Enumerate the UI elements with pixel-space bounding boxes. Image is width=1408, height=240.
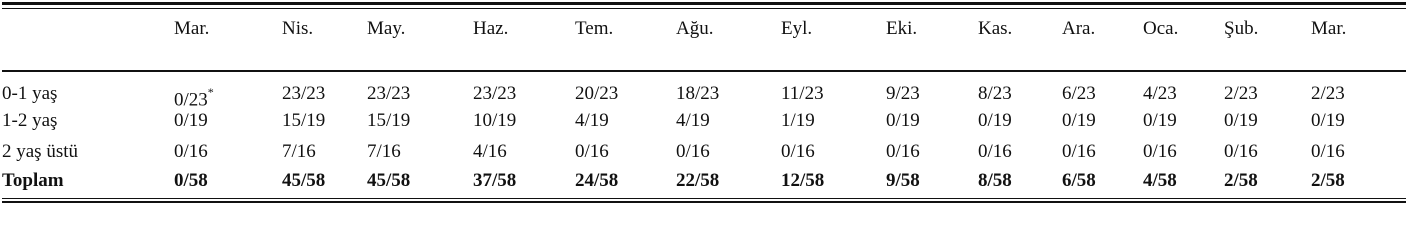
- cell-value: 0/16: [978, 141, 1012, 162]
- footnote-mark: *: [207, 85, 214, 99]
- table-cell: [1062, 141, 1096, 163]
- table-cell: [676, 110, 710, 132]
- table-bottom-rule: [2, 201, 1406, 203]
- cell-value: 0/16: [886, 141, 920, 162]
- cell-value: 23/23: [473, 83, 517, 104]
- table-cell: [473, 141, 507, 163]
- table-cell: [282, 141, 316, 163]
- table-cell: [1062, 110, 1096, 132]
- table-cell: [282, 170, 325, 192]
- cell-value: 2/23: [1224, 83, 1258, 104]
- table-cell: [473, 170, 516, 192]
- table-cell: [174, 141, 208, 163]
- cell-value: 0/19: [174, 110, 208, 131]
- cell-value: 7/16: [367, 141, 401, 162]
- cell-value: 0/16: [1224, 141, 1258, 162]
- cell-value: 0/19: [978, 110, 1012, 131]
- table-cell: [1224, 83, 1258, 105]
- header-month-4: Haz.: [473, 18, 509, 39]
- row-label-2: 1-2 yaş: [2, 110, 58, 131]
- table-cell: [781, 110, 815, 132]
- cell-value: 0/19: [1224, 110, 1258, 131]
- cell-value: 11/23: [781, 83, 824, 104]
- cell-value: 8/58: [978, 170, 1012, 191]
- table-cell: [1143, 110, 1177, 132]
- cell-value: 20/23: [575, 83, 619, 104]
- cell-value: 2/58: [1311, 170, 1345, 191]
- cell-value: 10/19: [473, 110, 517, 131]
- cell-value: 0/58: [174, 170, 208, 191]
- table-cell: [978, 141, 1012, 163]
- cell-value: 1/19: [781, 110, 815, 131]
- cell-value: 9/58: [886, 170, 920, 191]
- cell-value: 15/19: [282, 110, 326, 131]
- table-cell: [781, 141, 815, 163]
- header-month-11: Oca.: [1143, 18, 1179, 39]
- cell-value: 0/19: [1311, 110, 1345, 131]
- table-cell: [473, 83, 516, 105]
- cell-value: 4/19: [676, 110, 710, 131]
- table-cell: [282, 110, 325, 132]
- header-month-5: Tem.: [575, 18, 614, 39]
- cell-value: 0/19: [1143, 110, 1177, 131]
- table-cell: [1224, 170, 1258, 192]
- table-cell: [1062, 83, 1096, 105]
- header-month-7: Eyl.: [781, 18, 813, 39]
- table-cell: [1311, 141, 1345, 163]
- row-label-1: 0-1 yaş: [2, 83, 58, 104]
- header-month-10: Ara.: [1062, 18, 1096, 39]
- cell-value: 6/58: [1062, 170, 1096, 191]
- cell-value: 45/58: [367, 170, 411, 191]
- table-cell: [886, 141, 920, 163]
- table-top-rule: [2, 2, 1406, 5]
- cell-value: 0/16: [781, 141, 815, 162]
- cell-value: 37/58: [473, 170, 517, 191]
- header-month-6: Ağu.: [676, 18, 714, 39]
- table-cell: [886, 110, 920, 132]
- cell-value: 18/23: [676, 83, 720, 104]
- header-month-13: Mar.: [1311, 18, 1347, 39]
- table-cell: [1311, 83, 1345, 105]
- row-label-3: 2 yaş üstü: [2, 141, 78, 162]
- cell-value: 6/23: [1062, 83, 1096, 104]
- cell-value: 4/16: [473, 141, 507, 162]
- cell-value: 22/58: [676, 170, 720, 191]
- cell-value: 0/16: [174, 141, 208, 162]
- table-cell: [978, 83, 1012, 105]
- table-top-rule-thin: [2, 8, 1406, 9]
- table-bottom-rule-thin: [2, 198, 1406, 199]
- table-cell: [676, 170, 719, 192]
- row-label-4: Toplam: [2, 170, 64, 191]
- table-cell: [978, 170, 1012, 192]
- header-month-3: May.: [367, 18, 406, 39]
- table-cell: [367, 141, 401, 163]
- table-cell: [1311, 170, 1345, 192]
- table-cell: [174, 110, 208, 132]
- cell-value: 4/19: [575, 110, 609, 131]
- cell-value: 23/23: [282, 83, 326, 104]
- cell-value: 2/23: [1311, 83, 1345, 104]
- header-month-2: Nis.: [282, 18, 314, 39]
- header-month-12: Şub.: [1224, 18, 1259, 39]
- table-cell: [676, 141, 710, 163]
- table-cell: [367, 110, 410, 132]
- cell-value: 0/16: [1062, 141, 1096, 162]
- cell-value: 23/23: [367, 83, 411, 104]
- table-cell: [575, 110, 609, 132]
- header-month-8: Eki.: [886, 18, 918, 39]
- cell-value: 12/58: [781, 170, 825, 191]
- cell-value: 0/19: [886, 110, 920, 131]
- table-cell: [978, 110, 1012, 132]
- header-month-1: Mar.: [174, 18, 210, 39]
- cell-value: 0/16: [676, 141, 710, 162]
- header-separator-rule: [2, 70, 1406, 72]
- table-cell: [1224, 110, 1258, 132]
- cell-value: 2/58: [1224, 170, 1258, 191]
- cell-value: 24/58: [575, 170, 619, 191]
- table-cell: [1143, 141, 1177, 163]
- table-cell: [282, 83, 325, 105]
- table-cell: [1143, 170, 1177, 192]
- table-cell: [781, 83, 824, 105]
- table-cell: [1143, 83, 1177, 105]
- cell-value: 7/16: [282, 141, 316, 162]
- table-cell: [575, 141, 609, 163]
- table-cell: [367, 170, 410, 192]
- table-cell: [886, 170, 920, 192]
- table-cell: [174, 170, 208, 192]
- cell-value: 45/58: [282, 170, 326, 191]
- table-cell: [473, 110, 516, 132]
- table-cell: [575, 83, 618, 105]
- table-cell: [1224, 141, 1258, 163]
- cell-value: 0/23: [174, 89, 208, 111]
- cell-value: 9/23: [886, 83, 920, 104]
- table-cell: [781, 170, 824, 192]
- table-cell: [575, 170, 618, 192]
- table-cell: [367, 83, 410, 105]
- cell-value: 15/19: [367, 110, 411, 131]
- cell-value: 0/16: [1143, 141, 1177, 162]
- header-month-9: Kas.: [978, 18, 1013, 39]
- cell-value: 4/23: [1143, 83, 1177, 104]
- table-cell: [676, 83, 719, 105]
- cell-value: 8/23: [978, 83, 1012, 104]
- table-cell: [174, 83, 214, 111]
- cell-value: 0/16: [1311, 141, 1345, 162]
- cell-value: 0/19: [1062, 110, 1096, 131]
- table-cell: [1311, 110, 1345, 132]
- table-cell: [1062, 170, 1096, 192]
- cell-value: 0/16: [575, 141, 609, 162]
- table-cell: [886, 83, 920, 105]
- cell-value: 4/58: [1143, 170, 1177, 191]
